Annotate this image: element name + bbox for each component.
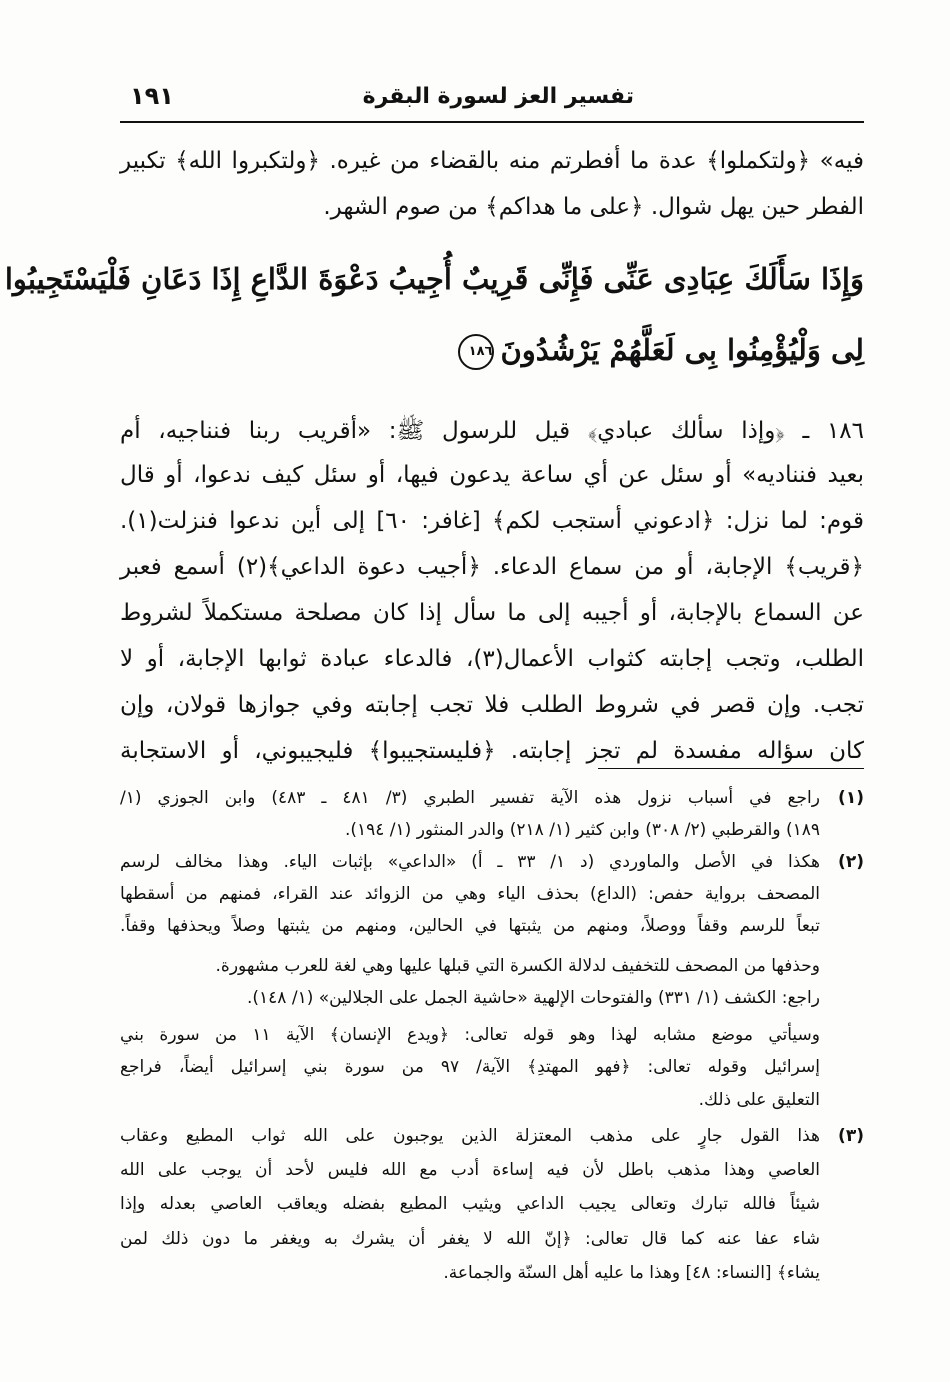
ayah-line <box>120 333 864 370</box>
body-line: فيه» ﴿ولتكملوا﴾ عدة ما أفطرتم منه بالقضاء من غيره. ﴿ولتكبروا الله﴾ تكبير <box>120 148 864 174</box>
ayah-line-text: لِى وَلْيُؤْمِنُوا بِى لَعَلَّهُمْ يَرْشُدُونَ <box>500 333 864 367</box>
body-line: الطلب، وتجب إجابته كثواب الأعمال(٣)، فالدعاء عبادة ثوابها الإجابة، أو لا <box>120 646 864 672</box>
footnote-number: (٣) <box>838 1126 864 1146</box>
ayah-line: وَإِذَا سَأَلَكَ عِبَادِى عَنِّى فَإِنِّى قَرِيبٌ أُجِيبُ دَعْوَةَ الدَّاعِ إِذَا دَعَانِ فَلْيَسْتَجِيبُوا <box>4 262 864 296</box>
footnote-line: وسيأتي موضع مشابه لهذا وهو قوله تعالى: ﴿ويدع الإنسان﴾ الآية ١١ من سورة بني <box>120 1025 820 1045</box>
body-line: تجب. وإن قصر في شروط الطلب فلا تجب إجابته وفي جوازها قولان، وإن <box>120 692 864 718</box>
footnote-line: تبعاً للرسم وقفاً ووصلاً، ومنهم من يثبتها في الحالين، ومنهم من يثبتها وصلاً ويحذفها وقفاً. <box>120 916 820 936</box>
body-line: عن السماع بالإجابة، أو أجيبه إلى ما سأل إذا كان مصلحة مستكملاً لشروط <box>120 600 864 626</box>
body-line: ١٨٦ ـ ﴿وإذا سألك عبادي﴾ قيل للرسول ﷺ: «أقريب ربنا فنناجيه، أم <box>120 418 864 444</box>
page-number: ١٩١ <box>130 82 174 110</box>
footnote-line: التعليق على ذلك. <box>698 1090 820 1110</box>
header-rule <box>120 121 864 123</box>
footnote-line: شيئاً فالله تبارك وتعالى يجيب الداعي ويثيب المطيع بفضله ويعاقب العاصي بعدله وإذا <box>120 1194 820 1214</box>
footnote-line: هكذا في الأصل والماوردي (د ١/ ٣٣ ـ أ) «الداعي» بإثبات الياء. وهذا مخالف لرسم <box>120 852 820 872</box>
body-line: كان سؤاله مفسدة لم تجز إجابته. ﴿فليستجيبوا﴾ فليجيبوني، أو الاستجابة <box>120 738 864 764</box>
body-line: بعيد فنناديه» أو سئل عن أي ساعة يدعون فيها، أو سئل كيف ندعوا، أو قال <box>120 462 864 488</box>
body-line: قوم: لما نزل: ﴿ادعوني أستجب لكم﴾ [غافر: ٦٠] إلى أين ندعوا فنزلت(١). <box>120 508 864 534</box>
ayah-number-marker: ١٨٦ <box>458 334 494 370</box>
footnote-line: إسرائيل وقوله تعالى: ﴿فهو المهتدِ﴾ الآية/ ٩٧ من سورة بني إسرائيل أيضاً، فراجع <box>120 1057 820 1077</box>
footnote-line: ١٨٩) والقرطبي (٢/ ٣٠٨) وابن كثير (١/ ٢١٨) والدر المنثور (١/ ١٩٤). <box>344 820 820 840</box>
footnote-line: يشاء﴾ [النساء: ٤٨] وهذا ما عليه أهل السنّة والجماعة. <box>443 1263 820 1283</box>
footnote-line: هذا القول جارٍ على مذهب المعتزلة الذين يوجبون على الله ثواب المطيع وعقاب <box>120 1126 820 1146</box>
footnote-line: وحذفها من المصحف للتخفيف لدلالة الكسرة التي قبلها عليها وهي لغة للعرب مشهورة. <box>215 956 820 976</box>
footnote-separator <box>598 768 864 769</box>
footnote-line: شاء عفا عنه كما قال تعالى: ﴿إنّ الله لا يغفر أن يشرك به ويغفر ما دون ذلك لمن <box>120 1229 820 1249</box>
footnote-line: راجع: الكشف (١/ ٣٣١) والفتوحات الإلهية «حاشية الجمل على الجلالين» (١/ ١٤٨). <box>247 988 820 1008</box>
footnote-line: المصحف برواية حفص: (الداع) بحذف الياء وهي من الزوائد عند القراء، فمنهم من أسقطها <box>120 884 820 904</box>
footnote-number: (٢) <box>838 852 864 872</box>
header-title: تفسير العز لسورة البقرة <box>362 84 634 109</box>
footnote-number: (١) <box>838 788 864 808</box>
footnote-line: راجع في أسباب نزول هذه الآية تفسير الطبري (٣/ ٤٨١ ـ ٤٨٣) وابن الجوزي (١/ <box>120 788 820 808</box>
body-line: ﴿قريب﴾ الإجابة، أو من سماع الدعاء. ﴿أجيب دعوة الداعي﴾(٢) أسمع فعبر <box>120 554 864 580</box>
running-header <box>120 82 864 118</box>
body-line: الفطر حين يهل شوال. ﴿على ما هداكم﴾ من صوم الشهر. <box>323 194 864 220</box>
footnote-line: العاصي وهذا مذهب باطل لأن فيه إساءة أدب مع الله فليس لأحد أن يوجب على الله <box>120 1160 820 1180</box>
